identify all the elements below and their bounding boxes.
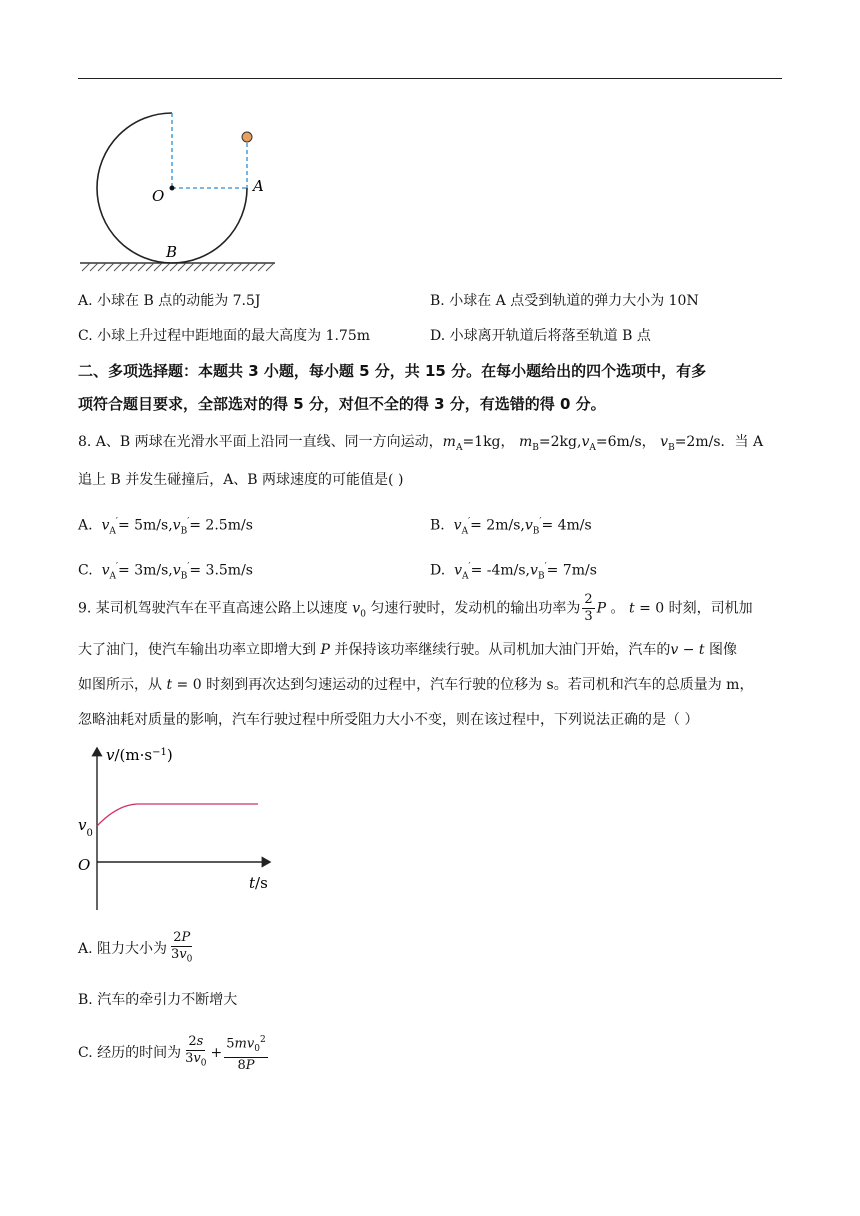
q8-option-b: B. $v_A'= 2m/s,v_B'= 4m/s$: [430, 517, 592, 537]
q7-option-d: D. 小球离开轨道后将落至轨道 B 点: [430, 328, 651, 344]
q9-option-a: A. 阻力大小为 $\frac{2P}{3v_0}$: [78, 930, 193, 965]
header-rule: [78, 78, 782, 79]
label-a: A: [253, 177, 264, 195]
q9-line3: 如图所示，从 t = 0 时刻到再次达到匀速运动的过程中，汽车行驶的位移为 s。若司机和汽车的总质量为 m，: [78, 677, 754, 693]
velocity-curve: [97, 804, 258, 826]
q7-option-b: B. 小球在 A 点受到轨道的弹力大小为 10N: [430, 293, 699, 309]
ball-icon: [242, 132, 252, 142]
q9-option-b: B. 汽车的牵引力不断增大: [78, 992, 238, 1008]
q8-option-c: C. $v_A'= 3m/s,v_B'= 3.5m/s$: [78, 562, 253, 582]
section2-heading-line1: 二、多项选择题：本题共 3 小题，每小题 5 分，共 15 分。在每小题给出的四个选项中，有多: [78, 362, 707, 380]
section2-heading-line2: 项符合题目要求，全部选对的得 5 分，对但不全的得 3 分，有选错的得 0 分。: [78, 395, 606, 413]
q8-line1: 8. A、B 两球在光滑水平面上沿同一直线、同一方向运动，$m_A=1kg$， $m_B=2kg,v_A=6m/s$， $v_B=2m/s$．当 A: [78, 434, 764, 453]
v0-label: $v_0$: [78, 816, 93, 839]
label-b: B: [166, 243, 178, 261]
origin-label: O: [78, 856, 91, 874]
q8-option-d: D. $v_A'= -4m/s,v_B'= 7m/s$: [430, 562, 597, 582]
q8-option-a: A. $v_A'= 5m/s,v_B'= 2.5m/s$: [78, 517, 253, 537]
y-axis-label: $v/(m\cdot s^{-1})$: [106, 746, 173, 764]
circular-track-figure: [70, 105, 290, 285]
label-o: O: [152, 187, 165, 205]
x-axis-label: t/s: [249, 874, 268, 892]
q9-option-c: C. 经历的时间为 $\frac{2s}{3v_0}$ + $\frac{5mv_0^2}{8P}$: [78, 1032, 270, 1074]
q9-line2: 大了油门，使汽车输出功率立即增大到 P 并保持该功率继续行驶。从司机加大油门开始，汽车的v − t 图像: [78, 642, 737, 658]
q7-option-a: A. 小球在 B 点的动能为 7.5J: [78, 293, 261, 309]
q7-option-c: C. 小球上升过程中距地面的最大高度为 1.75m: [78, 328, 371, 344]
q8-line2: 追上 B 并发生碰撞后，A、B 两球速度的可能值是( ): [78, 472, 404, 488]
q9-line4: 忽略油耗对质量的影响，汽车行驶过程中所受阻力大小不变，则在该过程中，下列说法正确的是（ ）: [78, 712, 699, 728]
vt-graph-figure: [72, 740, 282, 920]
q9-line1: 9. 某司机驾驶汽车在平直高速公路上以速度 $v_0$ 匀速行驶时，发动机的输出功率为 $\frac{2}{3}$ P 。 t = 0 时刻，司机加: [78, 592, 753, 624]
